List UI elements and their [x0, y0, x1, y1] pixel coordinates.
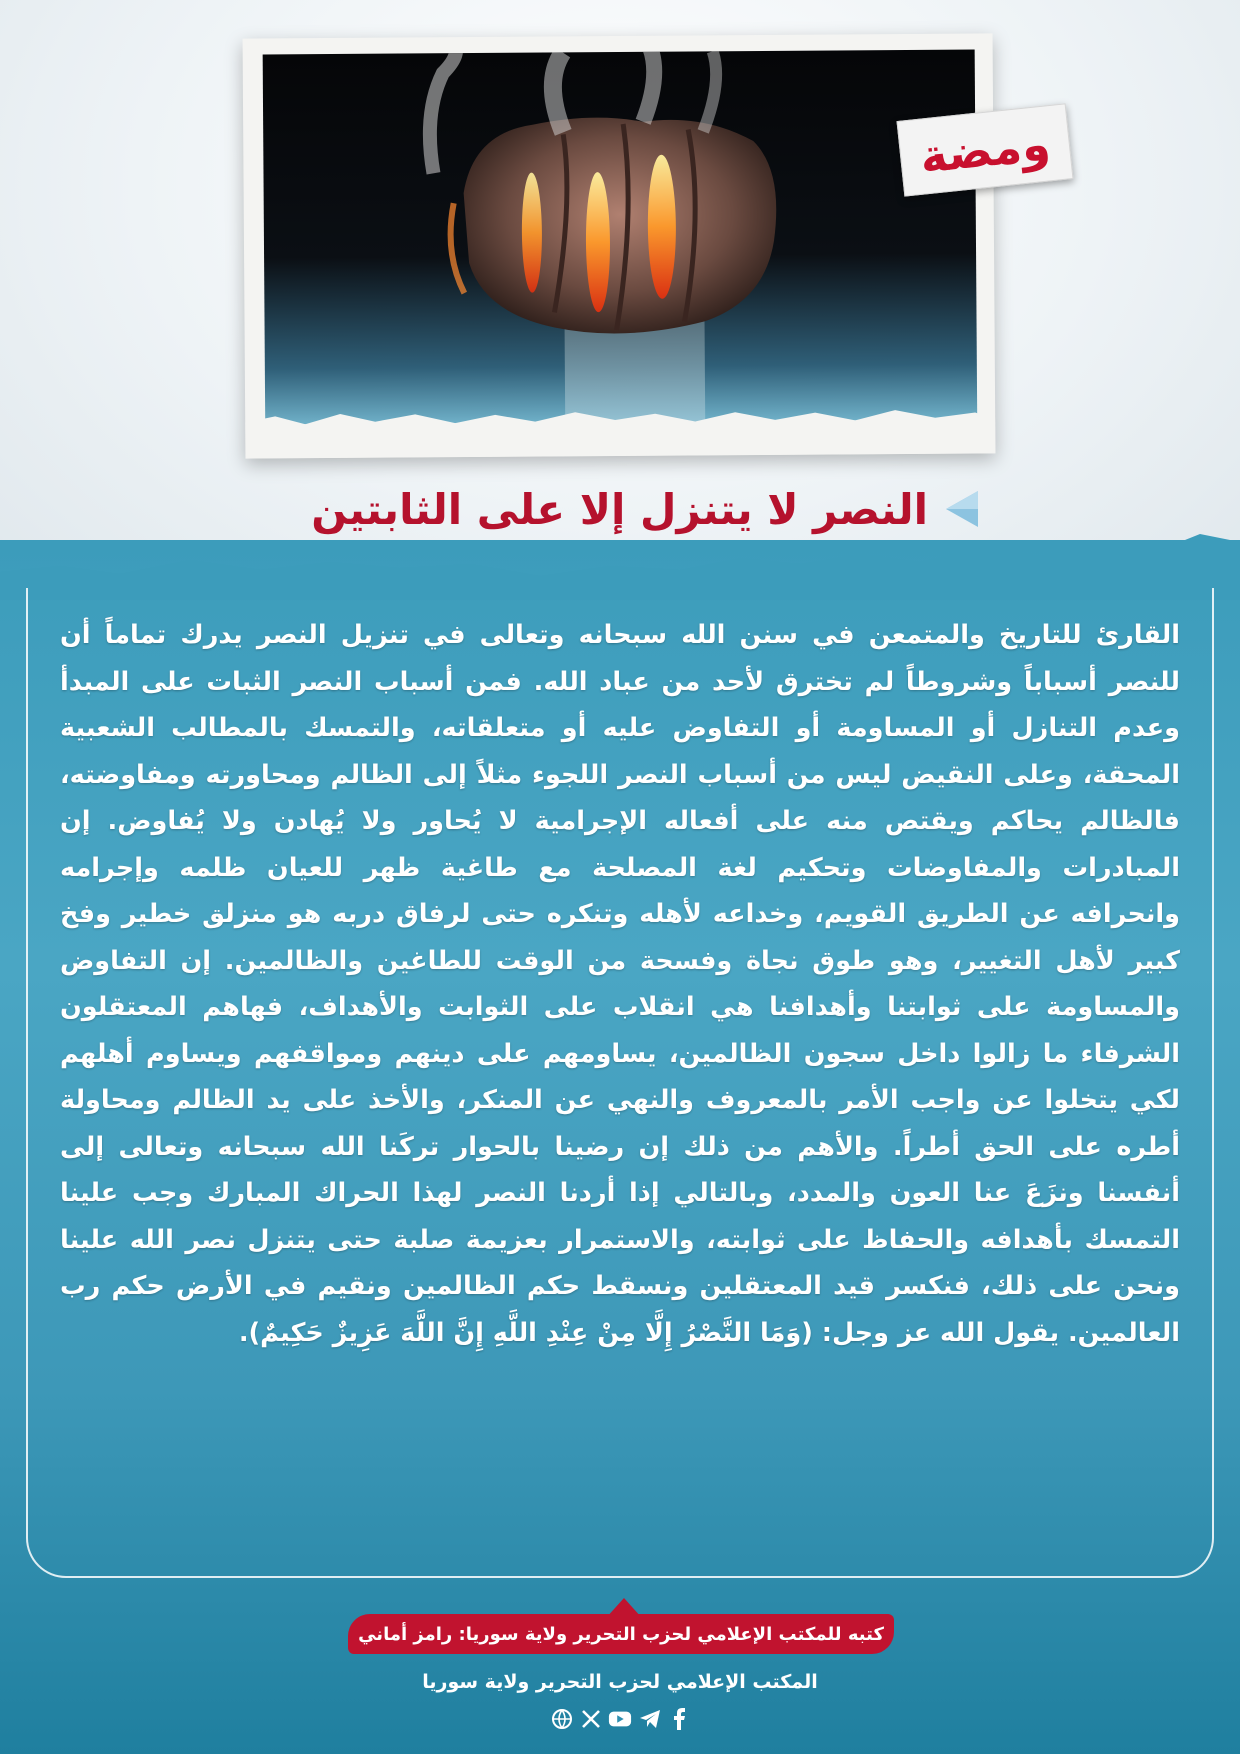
- x-icon[interactable]: [579, 1707, 602, 1731]
- title-row: [300, 476, 980, 542]
- burning-fist-image: [263, 50, 978, 425]
- youtube-icon[interactable]: [608, 1707, 632, 1731]
- hero-photo-frame: [243, 33, 996, 458]
- wamda-logo: ومضة: [917, 116, 1053, 184]
- media-office-label: المكتب الإعلامي لحزب التحرير ولاية سوريا: [422, 1671, 818, 1693]
- article-body: القارئ للتاريخ والمتمعن في سنن الله سبحانه وتعالى في تنزيل النصر يدرك تماماً أن للنصر أسباباً وشروطاً لم تخترق لأحد من عباد الله. فمن أسباب النصر الثبات على المبدأ وعدم التنازل أو المساومة أو التفاوض عليه أو متعلقاته، والتمسك بالمطالب الشعبية المحقة، وعلى النقيض ليس من أسباب النصر اللجوء مثلاً إلى الظالم ومحاورته ومفاوضته، فالظالم يحاكم ويقتص منه على أفعاله الإجرامية لا يُحاور ولا يُهادن ولا يُفاوض. إن المبادرات والمفاوضات وتحكيم لغة المصلحة مع طاغية ظهر للعيان ظلمه وإجرامه وانحرافه عن الطريق القويم، وخداعه لأهله وتنكره حتى لرفاق دربه هو منزلق خطير وفخ كبير لأهل التغيير، وهو طوق نجاة وفسحة من الوقت للطاغين والظالمين. إن التفاوض والمساومة على ثوابتنا وأهدافنا هي انقلاب على الثوابت والأهداف، فهاهم المعتقلون الشرفاء ما زالوا داخل سجون الظالمين، يساومهم على دينهم ومواقفهم ويساوم أهلهم لكي يتخلوا عن واجب الأمر بالمعروف والنهي عن المنكر، والأخذ على يد الظالم ومحاولة أطره على الحق أطراً. والأهم من ذلك إن رضينا بالحوار تركَنا الله سبحانه وتعالى إلى أنفسنا ونزَعَ عنا العون والمدد، وبالتالي إذا أردنا النصر لهذا الحراك المبارك وجب علينا التمسك بأهدافه والحفاظ على ثوابته، والاستمرار بعزيمة صلبة حتى يتنزل نصر الله علينا ونحن على ذلك، فنكسر قيد المعتقلين ونسقط حكم الظالمين ونقيم في الأرض حكم رب العالمين. يقول الله عز وجل: (وَمَا النَّصْرُ إِلَّا مِنْ عِنْدِ اللَّهِ إِنَّ اللَّهَ عَزِيزٌ حَكِيمٌ).: [60, 620, 1180, 1348]
- facebook-icon[interactable]: [667, 1707, 690, 1731]
- telegram-icon[interactable]: [638, 1707, 661, 1731]
- page-title: النصر لا يتنزل إلا على الثابتين: [311, 484, 928, 534]
- play-arrow-icon: [944, 489, 980, 529]
- media-office-name: [340, 1664, 900, 1700]
- globe-icon[interactable]: [550, 1707, 573, 1731]
- author-credit: كتبه للمكتب الإعلامي لحزب التحرير ولاية سوريا: رامز أماني: [358, 1623, 884, 1645]
- author-credit-banner: [348, 1614, 894, 1654]
- torn-edge: [245, 407, 995, 458]
- social-icons: [550, 1704, 690, 1734]
